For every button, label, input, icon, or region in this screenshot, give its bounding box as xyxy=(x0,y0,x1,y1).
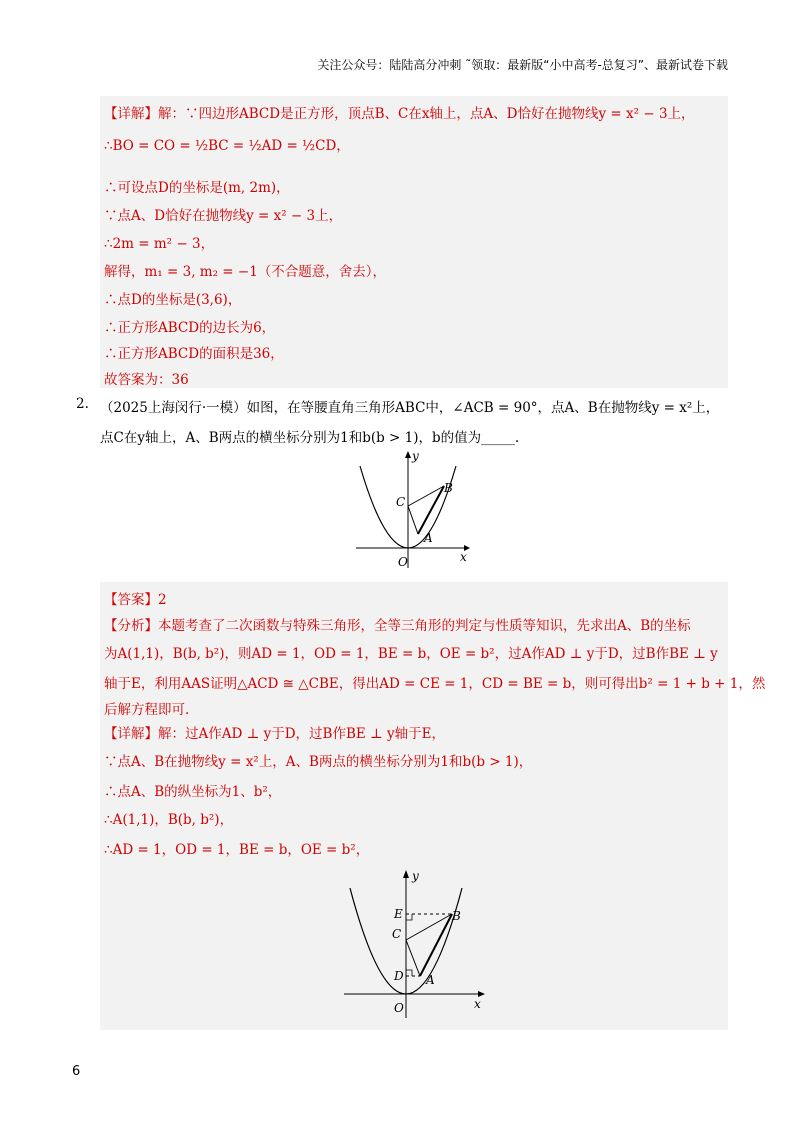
sol1-line: 【详解】解：∵四边形ABCD是正方形，顶点B、C在x轴上，点A、D恰好在抛物线y = x² − 3上， xyxy=(104,106,695,122)
label-x: x xyxy=(474,997,481,1011)
sol1-line: ∵点A、D恰好在抛物线y = x² − 3上， xyxy=(104,208,343,224)
sol2-line: ∴点A、B的纵坐标为1、b²， xyxy=(104,784,282,800)
sol1-line: ∴正方形ABCD的面积是36， xyxy=(104,346,284,362)
sol2-line: 【详解】解：过A作AD ⊥ y于D，过B作BE ⊥ y轴于E， xyxy=(104,726,446,742)
label-B: B xyxy=(444,481,453,495)
label-E: E xyxy=(394,907,403,921)
sol1-line: 解得，m₁ = 3, m₂ = −1（不合题意，舍去）， xyxy=(104,264,387,280)
label-O: O xyxy=(398,555,408,569)
question-number: 2. xyxy=(76,396,89,412)
page-header: 关注公众号：陆陆高分冲刺 ˜领取：最新版“小中高考-总复习”、最新试卷下载 xyxy=(317,58,728,72)
sol2-line: 轴于E，利用AAS证明△ACD ≅ △CBE，得出AD = CE = 1，CD = BE = b，则可得出b² = 1 + b + 1，然 xyxy=(104,676,766,692)
label-x: x xyxy=(460,550,467,564)
label-A: A xyxy=(426,973,435,987)
label-C: C xyxy=(392,927,402,941)
label-O: O xyxy=(394,1001,404,1015)
label-B: B xyxy=(452,909,461,923)
sol2-line: ∴AD = 1，OD = 1，BE = b，OE = b²， xyxy=(104,842,370,858)
sol2-line: 为A(1,1)，B(b, b²)，则AD = 1，OD = 1，BE = b，OE = b²，过A作AD ⊥ y于D，过B作BE ⊥ y xyxy=(104,646,718,662)
sol1-line: ∴正方形ABCD的边长为6， xyxy=(104,320,276,336)
sol1-line: ∴可设点D的坐标是(m, 2m)， xyxy=(104,180,290,196)
figure-1 xyxy=(352,448,474,572)
sol1-line: 故答案为：36 xyxy=(104,372,189,388)
label-C: C xyxy=(396,495,406,509)
label-y: y xyxy=(412,869,419,883)
figure-2 xyxy=(340,866,490,1020)
question-text: 点C在y轴上，A、B两点的横坐标分别为1和b(b > 1)，b的值为_____. xyxy=(100,430,520,446)
sol2-line: 【答案】2 xyxy=(104,592,167,608)
label-A: A xyxy=(424,531,433,545)
sol1-line: ∴点D的坐标是(3,6)， xyxy=(104,292,242,308)
sol2-line: 【分析】本题考查了二次函数与特殊三角形，全等三角形的判定与性质等知识，先求出A、B的坐标 xyxy=(104,618,691,634)
label-D: D xyxy=(394,969,404,983)
sol2-line: ∴A(1,1)，B(b, b²)， xyxy=(104,812,234,828)
page-number: 6 xyxy=(72,1064,81,1079)
question-text: （2025上海闵行·一模）如图，在等腰直角三角形ABC中，∠ACB = 90°，点A、B在抛物线y = x²上， xyxy=(100,400,720,416)
sol1-line: ∴2m = m² − 3， xyxy=(104,236,215,252)
label-y: y xyxy=(412,449,419,463)
sol2-line: ∵点A、B在抛物线y = x²上，A、B两点的横坐标分别为1和b(b > 1)， xyxy=(104,754,533,770)
sol1-line: ∴BO = CO = ½BC = ½AD = ½CD， xyxy=(104,138,350,154)
sol2-line: 后解方程即可. xyxy=(104,702,190,718)
